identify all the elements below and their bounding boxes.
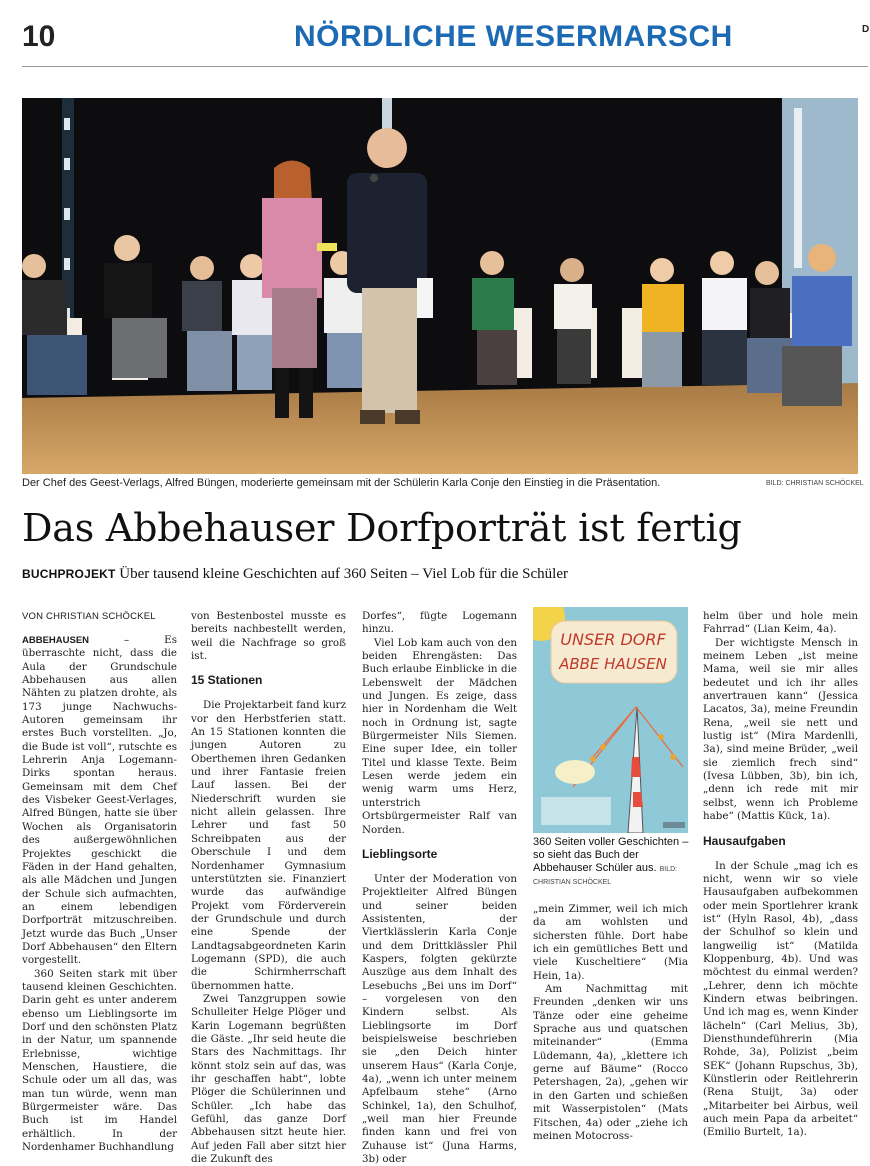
body-paragraph <box>22 634 177 968</box>
body-paragraph: Am Nachmittag mit Freunden „denken wir uns Tänze oder eine geheime Sprache aus und quatschen miteinander“ (Emma Lüdemann, 4a), „klettere ich gerne auf Bäume“ (Rocco Petershagen, 2a), „gehen wir in den Garten und schießen mit Wasserpistolen“ (Mats Fitschen, 4a) oder „ziehe ich meinen Motocross- <box>533 983 688 1142</box>
book-caption <box>533 836 693 888</box>
body-paragraph: Unter der Moderation von Projektleiter Alfred Büngen und seiner beiden Assistenten, der Viertklässlerin Karla Conje und dem Drittklässler Phil Kaspers, folgten gekürzte Auszüge aus dem Inhalt des Lesebuchs „Bei uns im Dorf“ – vorgelesen von den Kindern selbst. Als Lieblingsorte im Dorf beispielsweise beschrieben sie „den Deich hinter unserem Haus“ (Karla Conje, 4a), „wenn ich unter meinem Apfelbaum stehe“ (Arno Schinkel, 1a), den Schulhof, „weil man hier Freunde finden kann und frei von Zuhause ist“ (Juna Harms, 3b) oder <box>362 872 517 1166</box>
body-text: – Es überraschte nicht, dass die Aula der Grundschule Abbehausen aus allen Nähten zu platzen drohte, als 173 junge Nachwuchs-Autoren gemeinsam ihr erstes Buch vorstellten. „Jo, die Bude ist voll“, rutschte es Lehrerin Anja Logemann-Dirks spontan heraus. Gemeinsam mit dem Chef des Visbeker Geest-Verlages, Alfred Büngen, hatte sie über Wochen als Organisatorin des außergewöhnlichen Projektes geschickt die Fäden in der Hand gehalten, als alle Mädchen und Jungen der Schule sich aufmachten, an einem lebendigen Dorfporträt mitzuschreiben. Jetzt wurde das Buch „Unser Dorf Abbehausen“ den Eltern vorgestellt. <box>22 634 177 967</box>
main-photo <box>22 98 858 474</box>
header-rule <box>22 66 868 67</box>
article-column-1 <box>22 611 177 1154</box>
body-paragraph: „mein Zimmer, weil ich mich da am wohlsten und sichersten fühle. Dort habe ich ein gemütliches Bett und viele Kuscheltiere“ (Mia Hein, 1a). <box>533 903 688 982</box>
subheading: 15 Stationen <box>191 673 263 688</box>
book-cover-photo <box>533 607 688 833</box>
subheading: Lieblingsorte <box>362 846 438 861</box>
body-paragraph: Viel Lob kam auch von den beiden Ehrengästen: Das Buch erlaube Einblicke in die Lebenswelt der Mädchen und Jungen. Es zeige, dass hier in Nordenham die Welt noch in Ordnung ist, sagte Bürgermeister Nils Siemen. Eine super Idee, ein toller Titel und klasse Texte. Beim Lesen werde jedem ein wenig warm ums Herz, unterstrich Ortsbürgermeister Ralf van Norden. <box>362 636 517 836</box>
article-column-5 <box>703 610 858 1140</box>
body-paragraph: Die Projektarbeit fand kurz vor den Herbstferien statt. An 15 Stationen konnten die jungen Autoren zu Oberthemen ihren Gedanken und ihrer Fantasie freien Lauf lassen. Bei der Niederschrift wurden sie nicht allein gelassen. Ihre Lehrer und fast 50 Schreibpaten aus der Oberschule I und dem Nordenhamer Gymnasium unterstützten sie. Finanziert wurde das aufwändige Projekt vom Förderverein der Grundschule und durch eine Spende der Landtagsabgeordneten Karin Logemann (SPD), die auch die Schirmherrschaft übernommen hatte. <box>191 699 346 992</box>
headline: Das Abbehauser Dorfporträt ist fertig <box>22 506 742 550</box>
book-credit: BILD: CHRISTIAN SCHÖCKEL <box>533 866 678 886</box>
book-cover-illustration <box>533 607 688 833</box>
section-title: NÖRDLICHE WESERMARSCH <box>294 20 733 53</box>
body-paragraph: Zwei Tanzgruppen sowie Schulleiter Helge Plöger und Karin Logemann begrüßten die Gäste. „Ihr seid heute die Stars des Nachmittags. Ihr könnt stolz sein auf das, was ihr geschaffen habt“, lobte Plöger die Schülerinnen und Schüler. „Ich habe das Gefühl, das ganze Dorf Abbehausen sitzt heute hier. Auf jeden Fall aber sitzt hier die Zukunft des <box>191 992 346 1166</box>
book-title-line1: UNSER DORF <box>560 630 666 649</box>
page-number: 10 <box>22 20 56 53</box>
kicker-label: BUCHPROJEKT <box>22 567 116 581</box>
article-column-3 <box>362 610 517 1166</box>
body-paragraph: In der Schule „mag ich es nicht, wenn wir so viele Hausaufgaben aufbekommen oder mein Sportlehrer krank ist“ (Hyln Rasol, 4b), „dass der Schulhof so klein und langweilig ist“ (Matilda Kloppenburg, 4b). Und was möchtest du einmal werden? „Lehrer, denn ich möchte Kindern etwas beibringen. Und ich mag es, wenn Kinder lächeln“ (Carl Melius, 3b), Diensthundeführerin (Mia Rohde, 3a), Polizist „beim SEK“ (Johann Rupschus, 3b), Künstlerin oder Reitlehrerin (Rena Stuijt, 3a) oder „Mitarbeiter bei Airbus, weil auch mein Papa da arbeitet“ (Emilio Burtelt, 1a). <box>703 859 858 1139</box>
article-column-2 <box>191 610 346 1166</box>
book-caption-text: 360 Seiten voller Geschichten – so sieht das Buch der Abbehauser Schüler aus. <box>533 836 689 874</box>
corner-mark: D <box>862 24 870 35</box>
body-paragraph: von Bestenbostel musste es bereits nachbestellt werden, weil die Nachfrage so groß ist. <box>191 610 346 663</box>
photo-credit: BILD: CHRISTIAN SCHÖCKEL <box>766 480 864 487</box>
body-paragraph: 360 Seiten stark mit über tausend kleinen Geschichten. Darin geht es unter anderem ebenso um Lieblingsorte im Dorf und den schönsten Platz in der Natur, um spannende Erlebnisse, wichtige Menschen, Haustiere, die Schule oder um all das, was man tun würde, wenn man Bürgermeister wäre. Das Buch ist im Handel erhältlich. In der Nordenhamer Buchhandlung <box>22 967 177 1154</box>
photo-caption: Der Chef des Geest-Verlags, Alfred Büngen, moderierte gemeinsam mit der Schülerin Karla Conje den Einstieg in die Präsentation. <box>22 477 661 489</box>
body-paragraph: Dorfes“, fügte Logemann hinzu. <box>362 610 517 636</box>
subheading: Hausaufgaben <box>703 833 786 848</box>
dateline: ABBEHAUSEN <box>22 635 90 646</box>
body-paragraph: Der wichtigste Mensch in meinem Leben „ist meine Mama, weil sie mir alles bedeutet und ich ihr alles anvertrauen kann“ (Jessica Lacatos, 3a), meine Freundin Rena, „weil sie nett und lustig ist“ (Mira Mardenlli, 3a), sind meine Brüder, „weil sie ziemlich frech sind“ (Ivesa Lübben, 3b), bin ich, „denn ich rede mit mir selbst, wenn ich Probleme habe“ (Mattis Kück, 1a). <box>703 636 858 823</box>
byline: VON CHRISTIAN SCHÖCKEL <box>22 611 156 622</box>
stage-scene-illustration <box>22 98 858 474</box>
kicker-text: Über tausend kleine Geschichten auf 360 Seiten – Viel Lob für die Schüler <box>119 566 568 582</box>
kicker <box>22 566 568 583</box>
book-title-line2: ABBE HAUSEN <box>559 655 667 673</box>
article-column-4 <box>533 903 688 1143</box>
body-paragraph: helm über und hole mein Fahrrad“ (Lian Keim, 4a). <box>703 610 858 636</box>
